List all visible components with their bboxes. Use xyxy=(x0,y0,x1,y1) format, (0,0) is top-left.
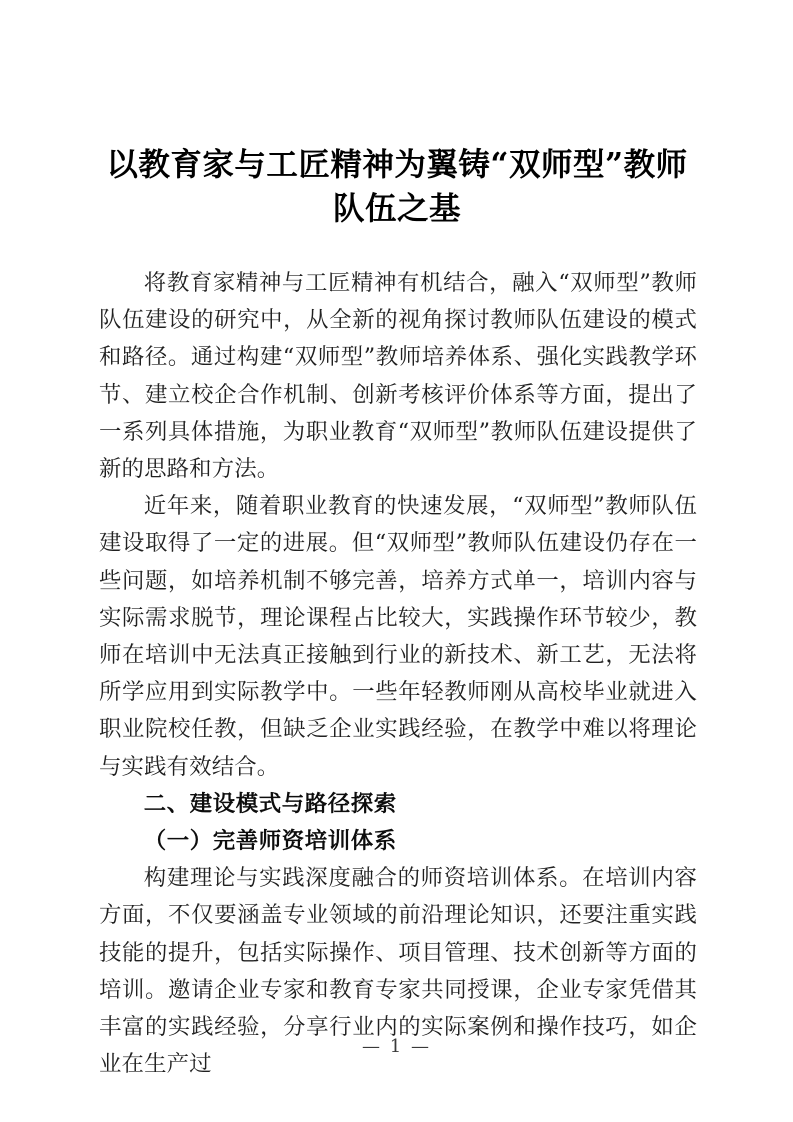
heading-subsection-one: （一）完善师资培训体系 xyxy=(143,828,397,855)
heading-section-two: 二、建设模式与路径探索 xyxy=(143,790,397,817)
page-title-line-1: 以教育家与工匠精神为翼铸“双师型”教 xyxy=(106,146,656,183)
document-body xyxy=(99,265,697,1083)
paragraph-current-status: 近年来，随着职业教育的快速发展，“双师型”教师队伍建设取得了一定的进展。但“双师型”教师队伍建设仍存在一些问题，如培养机制不够完善，培养方式单一，培训内容与实际需求脱节，理论课程占比较大，实践操作环节较少，教师在培训中无法真正接触到行业的新技术、新工艺，无法将所学应用到实际教学中。一些年轻教师刚从高校毕业就进入职业院校任教，但缺乏企业实践经验，在教学中难以将理论与实践有效结合。 xyxy=(99,493,697,780)
page-title-line-2: 师队伍之基 xyxy=(332,146,688,227)
page-title xyxy=(99,143,695,231)
paragraph-abstract: 将教育家精神与工匠精神有机结合，融入“双师型”教师队伍建设的研究中，从全新的视角探讨教师队伍建设的模式和路径。通过构建“双师型”教师培养体系、强化实践教学环节、建立校企合作机制、创新考核评价体系等方面，提出了一系列具体措施，为职业教育“双师型”教师队伍建设提供了新的思路和方法。 xyxy=(99,270,697,483)
paragraph-training-system: 构建理论与实践深度融合的师资培训体系。在培训内容方面，不仅要涵盖专业领域的前沿理论知识，还要注重实践技能的提升，包括实际操作、项目管理、技术创新等方面的培训。邀请企业专家和教育专家共同授课，企业专家凭借其丰富的实践经验，分享行业内的实际案例和操作技巧，如企业在生产过 xyxy=(99,865,697,1078)
page-number-footer: — 1 — xyxy=(362,1036,431,1057)
